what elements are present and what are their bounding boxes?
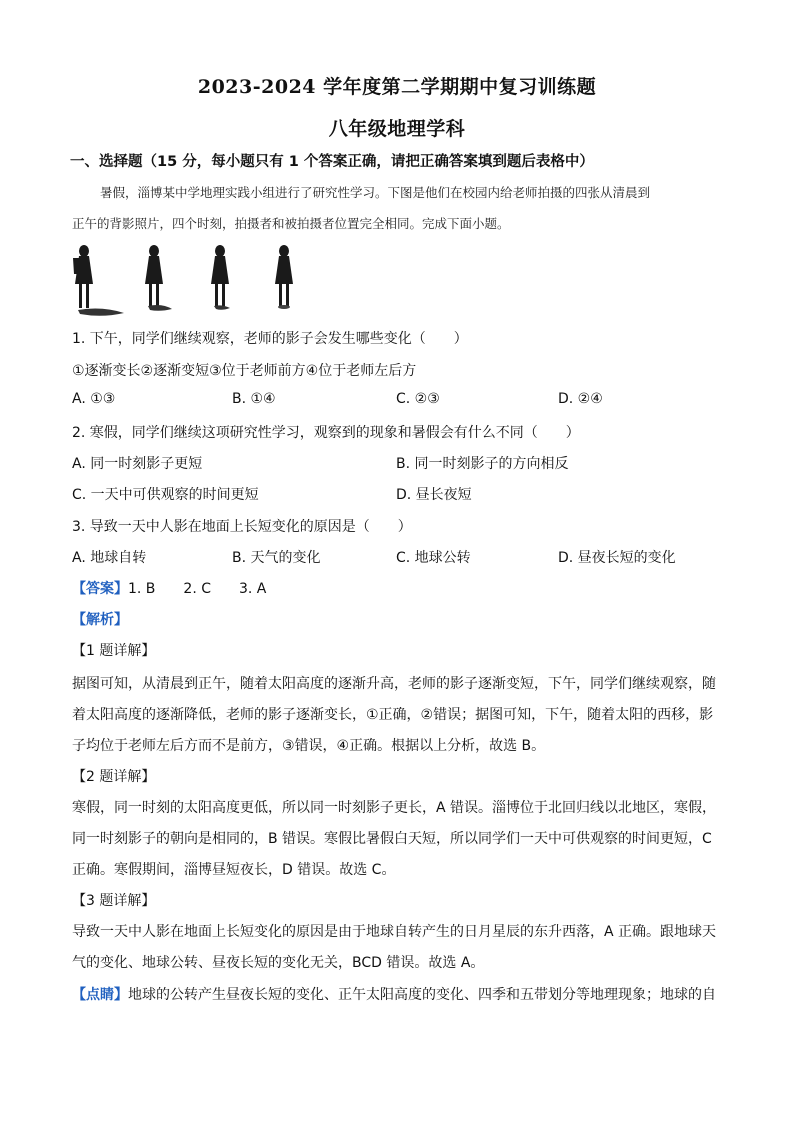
q3-option-b: B. 天气的变化 — [232, 550, 321, 566]
teacher-shadow-photos-icon — [72, 240, 332, 320]
q2-option-a: A. 同一时刻影子更短 — [72, 456, 203, 472]
photo-2 — [145, 245, 172, 311]
detail-3-label: 【3 题详解】 — [72, 893, 156, 909]
answer-row — [72, 578, 732, 598]
q2-option-b: B. 同一时刻影子的方向相反 — [396, 456, 569, 472]
q1-option-a: A. ①③ — [72, 391, 116, 407]
detail-2-line-3: 正确。寒假期间，淄博昼短夜长，D 错误。故选 C。 — [72, 862, 396, 878]
intro-line-2: 正午的背影照片，四个时刻，拍摄者和被拍摄者位置完全相同。完成下面小题。 — [72, 216, 510, 231]
analysis-label: 【解析】 — [72, 612, 128, 628]
q2-option-c: C. 一天中可供观察的时间更短 — [72, 487, 259, 503]
detail-3-line-1: 导致一天中人影在地面上长短变化的原因是由于地球自转产生的日月星辰的东升西落，A 正确。跟地球天 — [72, 924, 717, 940]
detail-1-line-1: 据图可知，从清晨到正午，随着太阳高度的逐渐升高，老师的影子逐渐变短，下午，同学们继续观察，随 — [72, 676, 716, 692]
q1-option-d: D. ②④ — [558, 391, 603, 407]
answer-label: 【答案】 — [72, 581, 128, 597]
tip-row — [72, 984, 732, 1004]
page-subtitle: 八年级地理学科 — [328, 118, 466, 140]
q2-option-d: D. 昼长夜短 — [396, 487, 472, 503]
question-1-stem: 1. 下午，同学们继续观察，老师的影子会发生哪些变化（ ） — [72, 331, 468, 347]
q3-option-d: D. 昼夜长短的变化 — [558, 550, 676, 566]
answer-text: 1. B 2. C 3. A — [128, 581, 267, 597]
detail-1-line-3: 子均位于老师左后方而不是前方，③错误，④正确。根据以上分析，故选 B。 — [72, 738, 546, 754]
question-2-stem: 2. 寒假，同学们继续这项研究性学习，观察到的现象和暑假会有什么不同（ ） — [72, 425, 580, 441]
q3-option-c: C. 地球公转 — [396, 550, 471, 566]
q3-option-a: A. 地球自转 — [72, 550, 147, 566]
section-heading: 一、选择题（15 分，每小题只有 1 个答案正确，请把正确答案填到题后表格中） — [70, 154, 594, 170]
tip-text: 地球的公转产生昼夜长短的变化、正午太阳高度的变化、四季和五带划分等地理现象；地球的自 — [128, 987, 716, 1003]
detail-3-line-2: 气的变化、地球公转、昼夜长短的变化无关，BCD 错误。故选 A。 — [72, 955, 485, 971]
question-3-stem: 3. 导致一天中人影在地面上长短变化的原因是（ ） — [72, 519, 412, 535]
question-1-statements: ①逐渐变长②逐渐变短③位于老师前方④位于老师左后方 — [72, 363, 417, 379]
photo-3 — [211, 245, 230, 310]
page-title: 2023-2024 学年度第二学期期中复习训练题 — [197, 76, 597, 98]
detail-1-label: 【1 题详解】 — [72, 643, 156, 659]
detail-2-line-2: 同一时刻影子的朝向是相同的，B 错误。寒假比暑假白天短，所以同学们一天中可供观察的时间更短，C — [72, 831, 712, 847]
detail-2-label: 【2 题详解】 — [72, 769, 156, 785]
detail-2-line-1: 寒假，同一时刻的太阳高度更低，所以同一时刻影子更长，A 错误。淄博位于北回归线以北地区，寒假， — [72, 800, 717, 816]
tip-label: 【点睛】 — [72, 987, 128, 1003]
photo-4 — [275, 245, 293, 309]
q1-option-c: C. ②③ — [396, 391, 440, 407]
q1-option-b: B. ①④ — [232, 391, 276, 407]
photo-1 — [73, 245, 124, 316]
detail-1-line-2: 着太阳高度的逐渐降低，老师的影子逐渐变长，①正确，②错误；据图可知，下午，随着太阳的西移，影 — [72, 707, 714, 723]
intro-line-1: 暑假，淄博某中学地理实践小组进行了研究性学习。下图是他们在校园内给老师拍摄的四张从清晨到 — [100, 185, 651, 200]
analysis-row — [72, 609, 732, 629]
